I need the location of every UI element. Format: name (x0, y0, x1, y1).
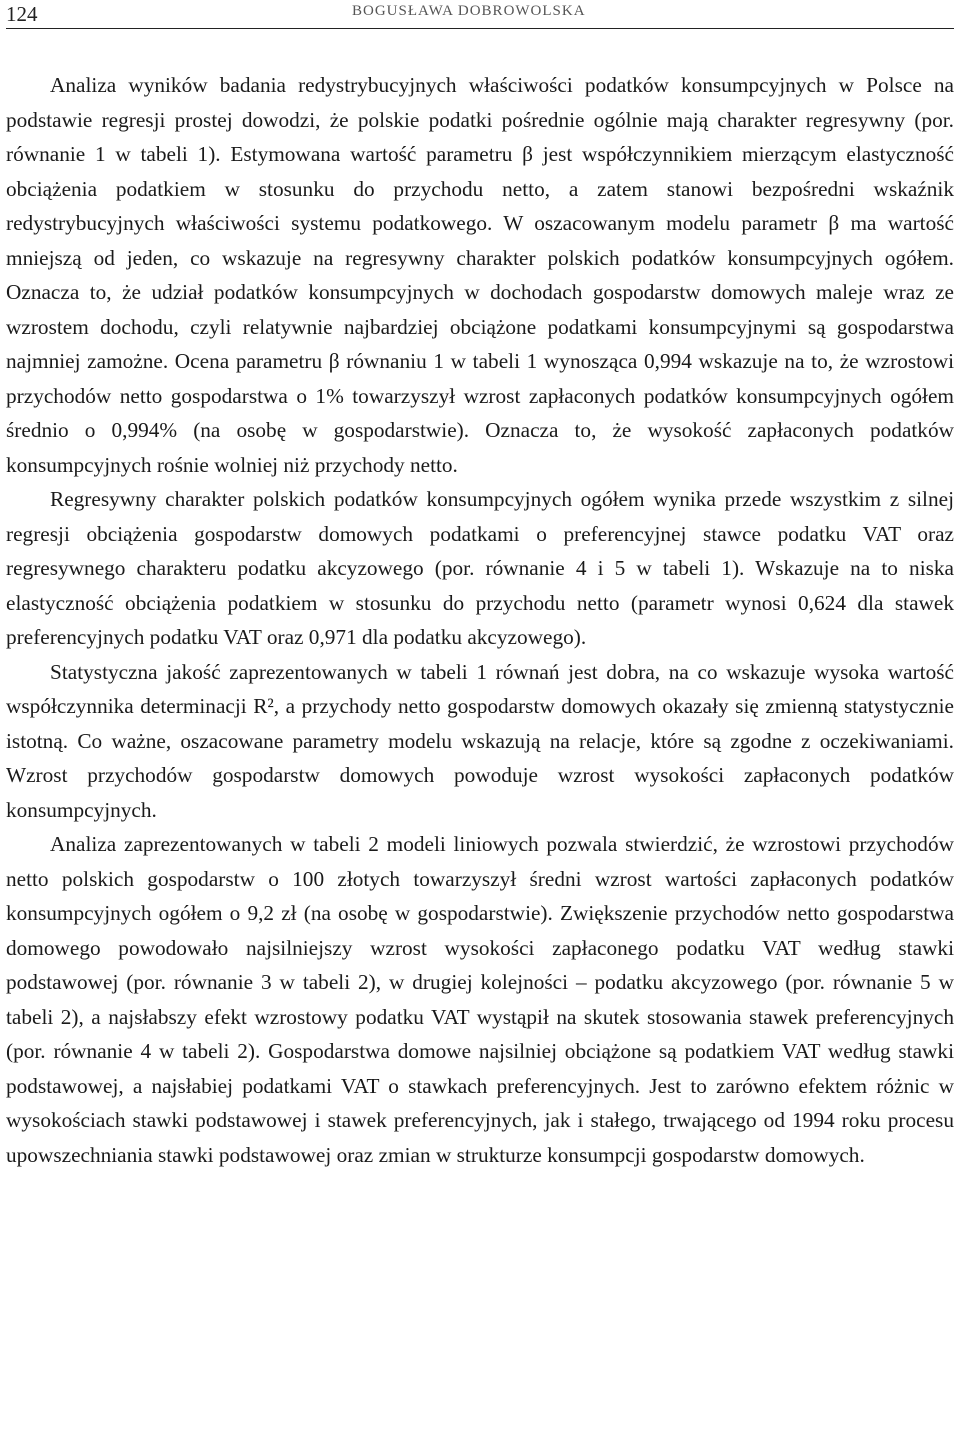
body-text (6, 68, 954, 1172)
running-head-author: BOGUSŁAWA DOBROWOLSKA (352, 3, 586, 19)
paragraph-regressive-character: Regresywny charakter polskich podatków konsumpcyjnych ogółem wynika przede wszystkim z silnej regresji obciążenia gospodarstw domowych podatkami o preferencyjnej stawce podatku VAT oraz regresywnego charakteru podatku akcyzowego (por. równanie 4 i 5 w tabeli 1). Wskazuje na to niska elastyczność obciążenia podatkiem w stosunku do przychodu netto (parametr wynosi 0,624 dla stawek preferencyjnych podatku VAT oraz 0,971 dla podatku akcyzowego). (6, 487, 954, 649)
paragraph-linear-models: Analiza zaprezentowanych w tabeli 2 modeli liniowych pozwala stwierdzić, że wzrostowi przychodów netto polskich gospodarstw o 100 złotych towarzyszył średni wzrost wartości zapłaconych podatków konsumpcyjnych ogółem o 9,2 zł (na osobę w gospodarstwie). Zwiększenie przychodów netto gospodarstwa domowego powodowało najsilniejszy wzrost wysokości zapłaconego podatku VAT według stawki podstawowej (por. równanie 3 w tabeli 2), w drugiej kolejności – podatku akcyzowego (por. równanie 5 w tabeli 2), a najsłabszy efekt wzrostowy podatku VAT wystąpił na skutek stosowania stawek preferencyjnych (por. równanie 4 w tabeli 2). Gospodarstwa domowe najsilniej obciążone są podatkiem VAT według stawki podstawowej, a najsłabiej podatkami VAT o stawkach preferencyjnych. Jest to zarówno efektem różnic w wysokościach stawki podstawowej i stawek preferencyjnych, jak i stałego, trwającego od 1994 roku procesu upowszechniania stawki podstawowej oraz zmian w strukturze konsumpcji gospodarstw domowych. (6, 832, 954, 1167)
page-number: 124 (6, 2, 38, 26)
paragraph-statistical-quality: Statystyczna jakość zaprezentowanych w tabeli 1 równań jest dobra, na co wskazuje wysoka wartość współczynnika determinacji R², a przychody netto gospodarstw domowych okazały się zmienną statystycznie istotną. Co ważne, oszacowane parametry modelu wskazują na relacje, które są zgodne z oczekiwaniami. Wzrost przychodów gospodarstw domowych powoduje wzrost wysokości zapłaconych podatków konsumpcyjnych. (6, 659, 954, 822)
page-header (6, 0, 954, 29)
paragraph-redistribution-analysis: Analiza wyników badania redystrybucyjnych właściwości podatków konsumpcyjnych w Polsce na podstawie regresji prostej dowodzi, że polskie podatki pośrednie ogólnie mają charakter regresywny (por. równanie 1 w tabeli 1). Estymowana wartość parametru β jest współczynnikiem mierzącym elastyczność obciążenia podatkiem w stosunku do przychodu netto, a zatem stanowi bezpośredni wskaźnik redystrybucyjnych właściwości systemu podatkowego. W oszacowanym modelu parametr β ma wartość mniejszą od jeden, co wskazuje na regresywny charakter polskich podatków konsumpcyjnych ogółem. Oznacza to, że udział podatków konsumpcyjnych w dochodach gospodarstw domowych maleje wraz ze wzrostem dochodu, czyli relatywnie najbardziej obciążone podatkami konsumpcyjnymi są gospodarstwa najmniej zamożne. Ocena parametru β równaniu 1 w tabeli 1 wynosząca 0,994 wskazuje na to, że wzrostowi przychodów netto gospodarstwa o 1% towarzyszył wzrost zapłaconych podatków konsumpcyjnych ogółem średnio o 0,994% (na osobę w gospodarstwie). Oznacza to, że wysokość zapłaconych podatków konsumpcyjnych rośnie wolniej niż przychody netto. (6, 73, 954, 477)
